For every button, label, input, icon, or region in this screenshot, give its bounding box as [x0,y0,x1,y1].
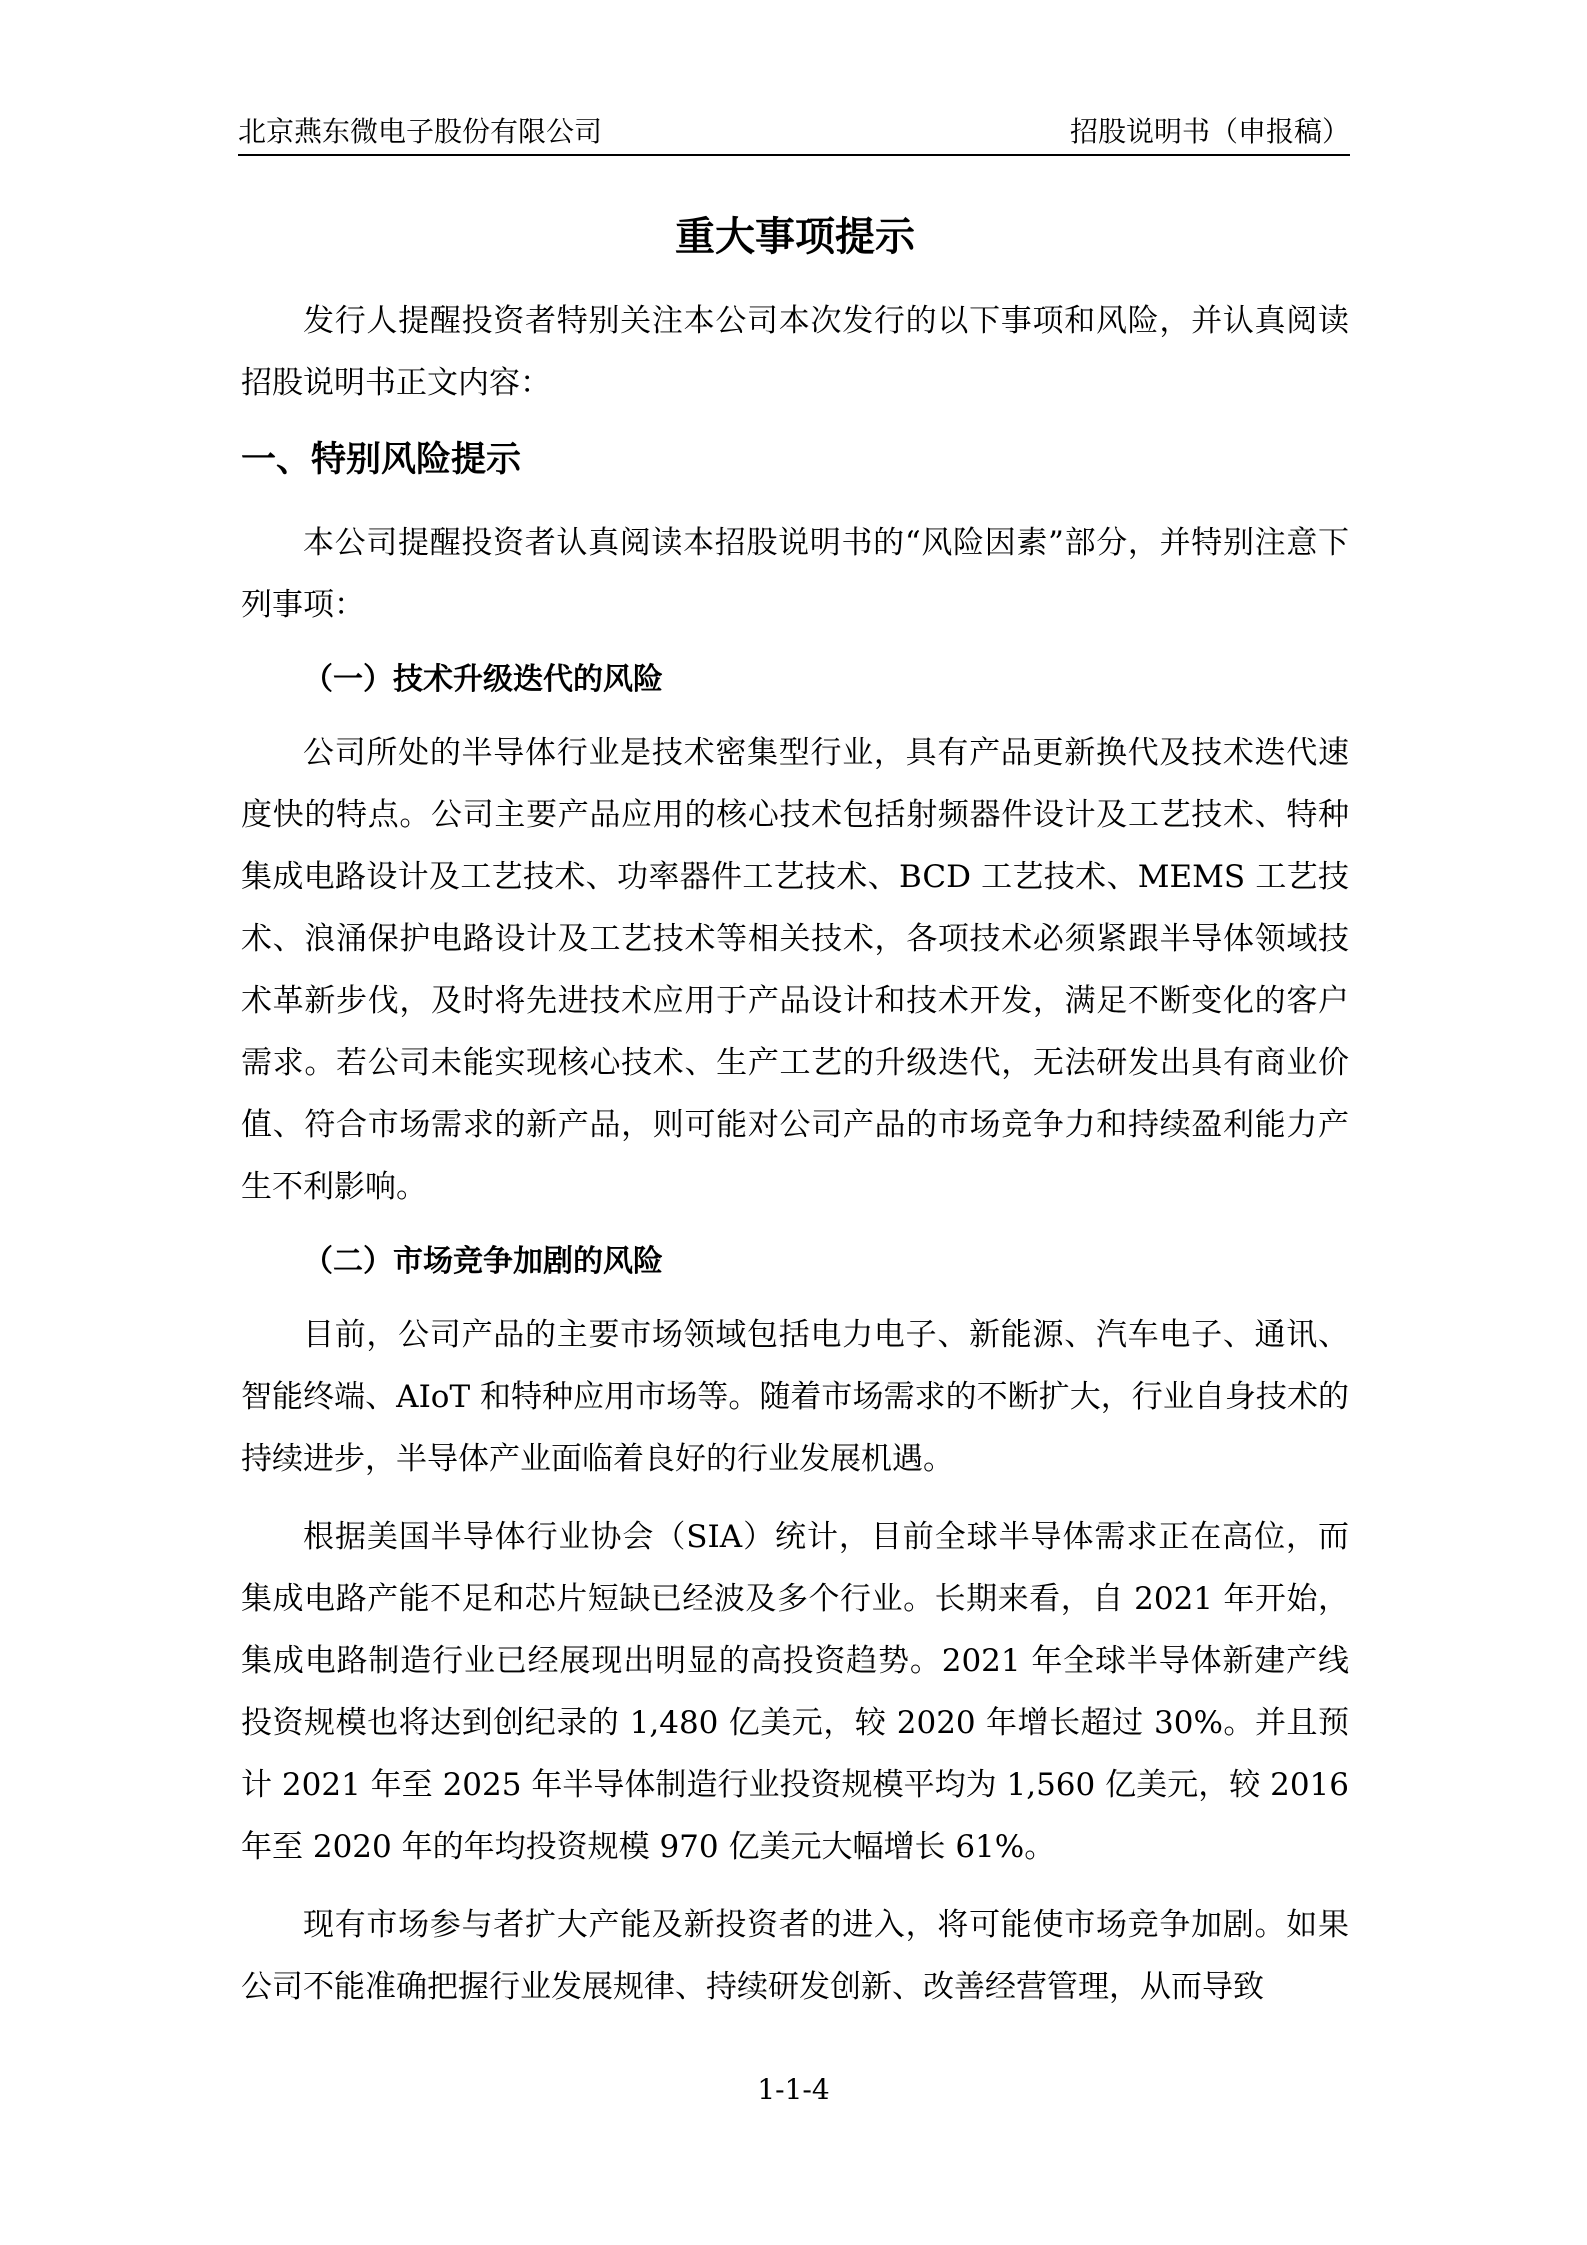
section-intro-paragraph: 本公司提醒投资者认真阅读本招股说明书的“风险因素”部分，并特别注意下列事项： [241,525,1349,623]
market-competition-paragraph-1: 目前，公司产品的主要市场领域包括电力电子、新能源、汽车电子、通讯、智能终端、AIoT 和特种应用市场等。随着市场需求的不断扩大，行业自身技术的持续进步，半导体产业面临着良好的行业发展机遇。 [241,1317,1349,1477]
tech-upgrade-risk-paragraph: 公司所处的半导体行业是技术密集型行业，具有产品更新换代及技术迭代速度快的特点。公司主要产品应用的核心技术包括射频器件设计及工艺技术、特种集成电路设计及工艺技术、功率器件工艺技术、BCD 工艺技术、MEMS 工艺技术、浪涌保护电路设计及工艺技术等相关技术，各项技术必须紧跟半导体领域技术革新步伐，及时将先进技术应用于产品设计和技术开发，满足不断变化的客户需求。若公司未能实现核心技术、生产工艺的升级迭代，无法研发出具有商业价值、符合市场需求的新产品，则可能对公司产品的市场竞争力和持续盈利能力产生不利影响。 [241,735,1349,1205]
market-competition-paragraph-3: 现有市场参与者扩大产能及新投资者的进入，将可能使市场竞争加剧。如果公司不能准确把握行业发展规律、持续研发创新、改善经营管理，从而导致 [241,1907,1349,2005]
document-title: 重大事项提示 [675,214,915,260]
page-header [238,112,1350,156]
intro-paragraph: 发行人提醒投资者特别关注本公司本次发行的以下事项和风险，并认真阅读招股说明书正文内容： [241,303,1349,401]
page-content [241,200,1349,2018]
market-competition-paragraph-2: 根据美国半导体行业协会（SIA）统计，目前全球半导体需求正在高位，而集成电路产能不足和芯片短缺已经波及多个行业。长期来看，自 2021 年开始，集成电路制造行业已经展现出明显的高投资趋势。2021 年全球半导体新建产线投资规模也将达到创纪录的 1,480 亿美元，较 2020 年增长超过 30%。并且预计 2021 年至 2025 年半导体制造行业投资规模平均为 1,560 亿美元，较 2016 年至 2020 年的年均投资规模 970 亿美元大幅增长 61%。 [241,1519,1349,1865]
header-company-name: 北京燕东微电子股份有限公司 [238,115,603,148]
section-heading-special-risk: 一、特别风险提示 [241,440,522,480]
header-document-type: 招股说明书（申报稿） [1069,115,1350,148]
subsection-heading-market-competition-risk: （二）市场竞争加剧的风险 [303,1244,663,1279]
subsection-heading-tech-upgrade-risk: （一）技术升级迭代的风险 [303,662,663,697]
page-number: 1-1-4 [757,2073,830,2106]
